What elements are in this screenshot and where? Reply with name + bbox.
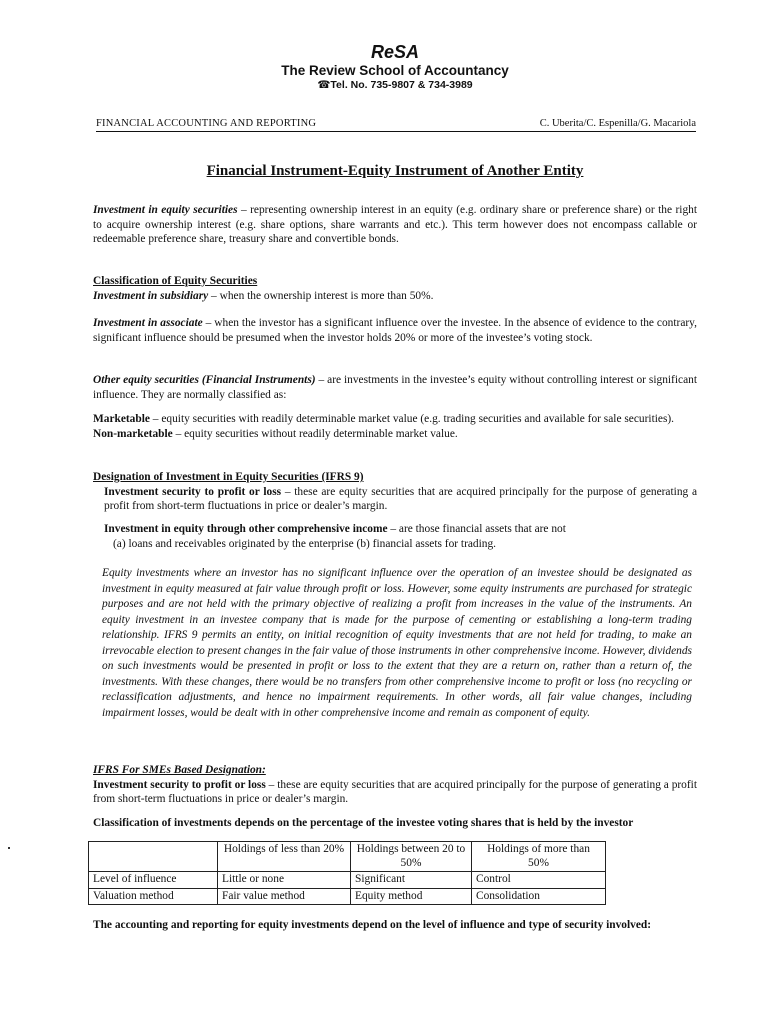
table-cell: Valuation method [89,888,218,905]
table-row [89,888,606,905]
profit-loss-text: – these are equity securities that are acquired principally for the purpose of generating a profit from short-term fluctuations in price or dealer’s margin. [104,485,697,512]
table-header-cell: Holdings of less than 20% [218,842,351,872]
designation-heading: Designation of Investment in Equity Securities (IFRS 9) [93,471,364,483]
table-cell: Little or none [218,872,351,889]
table-intro: Classification of investments depends on the percentage of the investee voting shares that is held by the investor [93,817,634,829]
telephone-line: ☎Tel. No. 735-9807 & 734-3989 [317,79,473,91]
other-equity-text: – are investments in the investee’s equity without controlling interest or significant influence. They are normally classified as: [93,374,697,401]
oci-term: Investment in equity through other comprehensive income [104,523,388,535]
table-row [89,872,606,889]
associate-paragraph [93,316,697,345]
table-cell: Equity method [351,888,472,905]
classification-section [93,274,697,303]
table-cell: Significant [351,872,472,889]
table-cell: Control [472,872,606,889]
fvoci-italic-paragraph: Equity investments where an investor has no significant influence over the operation of an investee should be designated as investment in equity measured at fair value through profit or loss. However, some equity instruments are purchased for strategic purposes and are not held with the primary objective of realizing a profit from increases in the value of the instruments. An equity investment in an investee company that is made for the purpose of cementing or establishing a long-term trading relationship. IFRS 9 permits an entity, on initial recognition of equity investments that are not held for trading, to make an irrevocable election to present changes in the fair value of those instruments in other comprehensive income. However, dividends on such investments would be presented in profit or loss to the extent that they are a return on, rather than a return of, the investments. With these changes, there would be no transfers from other comprehensive income to profit or loss (no recycling or reclassification adjustments, and hence no impairment requirements. In other words, all fair value changes, including impairment losses, would be dealt with in other comprehensive income and remain as component of equity. [102,567,692,719]
subsidiary-term: Investment in subsidiary [93,289,209,302]
closing-statement: The accounting and reporting for equity investments depend on the level of influence and type of security involved: [93,919,652,931]
marketable-block [93,412,697,441]
marketable-text: – equity securities with readily determinable market value (e.g. trading securities and available for sale securities). [149,413,675,425]
smes-heading: IFRS For SMEs Based Designation: [93,764,266,776]
intro-paragraph [93,203,697,247]
intro-text: – representing ownership interest in an equity (e.g. ordinary share or preference share) or the right to acquire ownership interest (e.g. share options, share warrants and etc.). This term however does not encompass callable or redeemable preference share, treasury share and convertible bonds. [93,204,697,245]
subsidiary-text: – when the ownership interest is more than 50%. [208,289,434,302]
associate-term: Investment in associate [93,317,203,329]
smes-text: – these are equity securities that are acquired principally for the purpose of generating a profit from short-term fluctuations in price or dealer’s margin. [93,778,697,805]
marketable-term: Marketable [93,413,150,425]
classification-table [88,841,606,905]
table-header-cell: Holdings between 20 to 50% [351,842,472,872]
oci-text-2: (a) loans and receivables originated by the enterprise (b) financial assets for trading. [113,537,497,550]
smes-term: Investment security to profit or loss [93,778,266,791]
nonmarketable-text: – equity securities without readily determinable market value. [172,427,458,440]
associate-text: – when the investor has a significant influence over the investee. In the absence of evidence to the contrary, significant influence should be presumed when the investor holds 20% or more of the investee’s voting stock. [93,317,697,344]
nonmarketable-term: Non-marketable [93,427,173,440]
smes-section [93,763,697,807]
other-equity-paragraph [93,373,697,402]
table-cell: Consolidation [472,888,606,905]
table-header-row [89,842,606,872]
logo-text: ReSA [370,42,419,62]
table-cell: Level of influence [89,872,218,889]
oci-block [93,522,697,551]
designation-section [93,470,697,514]
table-cell: Fair value method [218,888,351,905]
document-title: Financial Instrument-Equity Instrument of Another Entity [206,163,584,179]
intro-term: Investment in equity securities [93,204,238,216]
authors: C. Uberita/C. Espenilla/G. Macariola [539,118,696,129]
oci-text: – are those financial assets that are not [387,523,566,535]
subject-name: FINANCIAL ACCOUNTING AND REPORTING [96,118,317,129]
classification-heading: Classification of Equity Securities [93,275,258,287]
other-equity-term: Other equity securities (Financial Instruments) [93,374,316,386]
table-header-cell [89,842,218,872]
subject-divider [96,131,696,132]
profit-loss-term: Investment security to profit or loss [104,485,282,498]
school-name: The Review School of Accountancy [281,63,509,78]
scan-speck [8,847,10,849]
table-header-cell: Holdings of more than 50% [472,842,606,872]
